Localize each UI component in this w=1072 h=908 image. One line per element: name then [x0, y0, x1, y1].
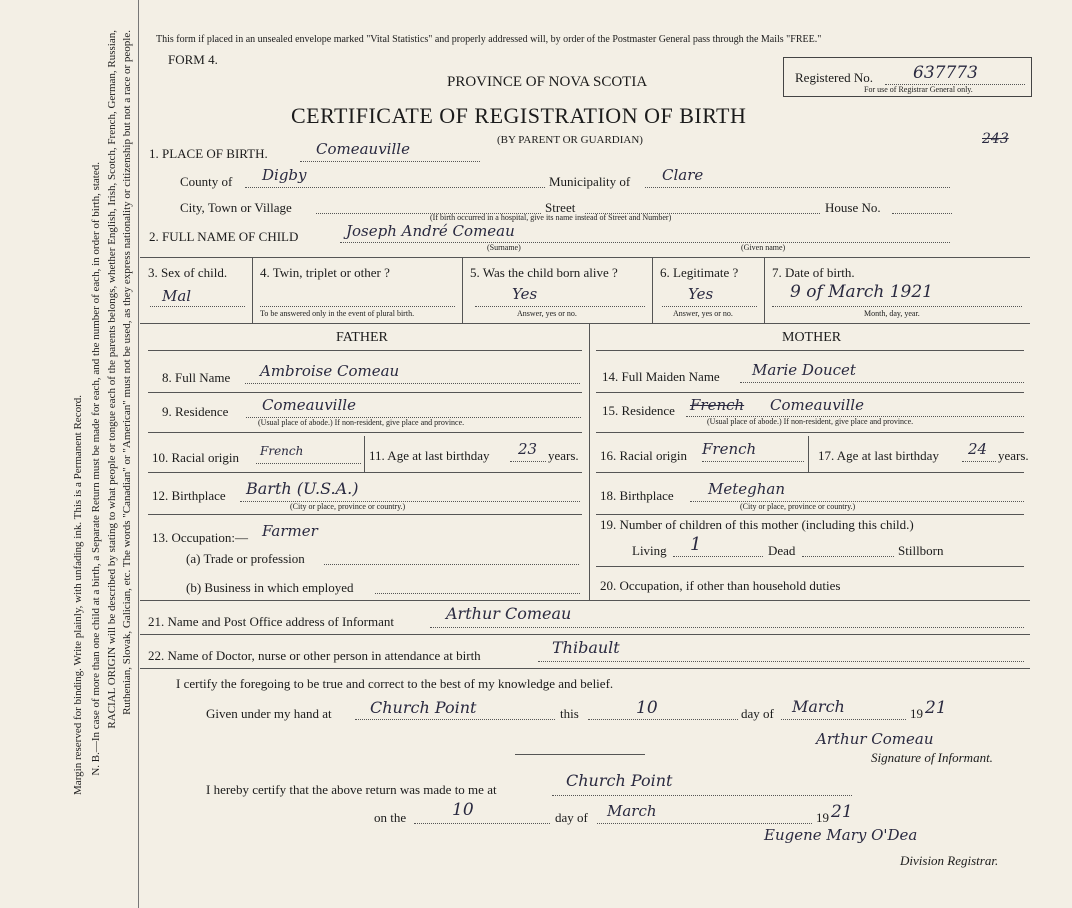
father-birthplace-label: 12. Birthplace: [152, 488, 226, 503]
dead-label: Dead: [768, 543, 796, 558]
municipality-value: Clare: [662, 166, 704, 184]
binding-margin: [0, 0, 139, 908]
child-name-label: 2. FULL NAME OF CHILD: [149, 229, 299, 244]
house-label: House No.: [825, 200, 881, 215]
mother-residence-label: 15. Residence: [602, 403, 675, 418]
father-birthplace-value: Barth (U.S.A.): [246, 479, 359, 498]
alive-value: Yes: [512, 285, 538, 303]
father-residence-label: 9. Residence: [162, 404, 229, 419]
birth-date-note: Month, day, year.: [864, 309, 920, 318]
sex-value: Mal: [162, 287, 192, 305]
surname-note: (Surname): [487, 243, 521, 252]
legitimate-label: 6. Legitimate ?: [660, 265, 739, 280]
father-racial-label: 10. Racial origin: [152, 450, 240, 465]
day-of-label: day of: [741, 706, 774, 721]
legitimate-note: Answer, yes or no.: [673, 309, 733, 318]
mother-years: years.: [998, 448, 1029, 463]
father-years: years.: [548, 448, 579, 463]
given-month-value: March: [792, 697, 845, 716]
return-year-prefix: 19: [816, 810, 829, 825]
province-title: PROVINCE OF NOVA SCOTIA: [447, 74, 648, 90]
county-label: County of: [180, 174, 233, 189]
margin-line-4: Ruthenian, Slovak, Galician, etc. The words "Canadian" or "American" must not be used, as they express nationality or citizenship but not a race or people.: [121, 30, 133, 715]
informant-signature: Arthur Comeau: [816, 730, 934, 748]
birth-date-label: 7. Date of birth.: [772, 265, 855, 280]
mother-name-value: Marie Doucet: [752, 361, 856, 379]
return-day-value: 10: [452, 800, 474, 820]
given-name-note: (Given name): [741, 243, 786, 252]
alive-note: Answer, yes or no.: [517, 309, 577, 318]
registered-number: 637773: [913, 63, 978, 83]
father-age-value: 23: [518, 440, 538, 458]
certify-statement: I certify the foregoing to be true and correct to the best of my knowledge and belief.: [176, 676, 614, 691]
certificate-title: CERTIFICATE OF REGISTRATION OF BIRTH: [291, 103, 747, 128]
place-of-birth-label: 1. PLACE OF BIRTH.: [149, 146, 268, 161]
registrar-signature: Eugene Mary O'Dea: [764, 826, 918, 844]
return-month-value: March: [607, 802, 657, 820]
form-number: FORM 4.: [168, 52, 218, 67]
given-day-value: 10: [636, 698, 658, 718]
father-racial-value: French: [260, 444, 304, 458]
father-birthplace-note: (City or place, province or country.): [290, 502, 406, 511]
given-year-suffix: 21: [925, 698, 947, 718]
father-heading: FATHER: [336, 330, 388, 345]
attendant-label: 22. Name of Doctor, nurse or other person in attendance at birth: [148, 648, 481, 663]
living-label: Living: [632, 543, 667, 558]
this-label: this: [560, 706, 579, 721]
mother-racial-value: French: [702, 440, 757, 458]
postal-notice: This form if placed in an unsealed envelope marked "Vital Statistics" and properly addressed will, by order of the Postmaster General pass through the Mails "FREE.": [156, 34, 822, 45]
city-label: City, Town or Village: [180, 200, 292, 215]
street-label: Street: [545, 200, 576, 215]
given-year-prefix: 19: [910, 706, 923, 721]
day-of-label-2: day of: [555, 810, 588, 825]
birth-date-value: 9 of March 1921: [790, 282, 933, 302]
margin-line-2: N. B.—In case of more than one child at a birth, a Separate Return must be made for each, and the number of each, in order of birth, stated.: [90, 162, 102, 776]
mother-age-label: 17. Age at last birthday: [818, 448, 939, 463]
twin-label: 4. Twin, triplet or other ?: [260, 265, 390, 280]
living-value: 1: [690, 534, 702, 555]
business-label: (b) Business in which employed: [186, 580, 354, 595]
mother-birthplace-value: Meteghan: [708, 480, 786, 498]
place-of-birth-value: Comeauville: [316, 140, 410, 158]
mother-birthplace-note: (City or place, province or country.): [740, 502, 856, 511]
registrar-note: For use of Registrar General only.: [864, 85, 973, 94]
certificate-subtitle: (BY PARENT OR GUARDIAN): [497, 134, 643, 146]
registrar-label: Division Registrar.: [900, 853, 999, 868]
corner-mark: 243: [982, 131, 1009, 147]
attendant-value: Thibault: [552, 638, 620, 657]
father-occupation-value: Farmer: [262, 522, 318, 540]
given-under-label: Given under my hand at: [206, 706, 332, 721]
margin-line-3: RACIAL ORIGIN will be described by stating to what people or tongue each of the parents belongs, whether English, Irish, Scotch, French, German, Russian,: [106, 30, 118, 729]
sex-label: 3. Sex of child.: [148, 265, 228, 280]
mother-residence-note: (Usual place of abode.) If non-resident, give place and province.: [707, 417, 914, 426]
mother-racial-label: 16. Racial origin: [600, 448, 688, 463]
mother-age-value: 24: [968, 440, 988, 458]
mother-occupation-label: 20. Occupation, if other than household duties: [600, 578, 841, 593]
children-count-label: 19. Number of children of this mother (including this child.): [600, 517, 914, 532]
child-name-value: Joseph André Comeau: [346, 222, 515, 240]
registered-label: Registered No.: [795, 70, 873, 85]
twin-note: To be answered only in the event of plural birth.: [260, 309, 415, 318]
father-age-label: 11. Age at last birthday: [369, 448, 490, 463]
return-place-value: Church Point: [566, 771, 673, 790]
hospital-note: (If birth occurred in a hospital, give its name instead of Street and Number): [430, 213, 672, 222]
return-made-label: I hereby certify that the above return was made to me at: [206, 782, 497, 797]
legitimate-value: Yes: [688, 285, 714, 303]
margin-line-1: Margin reserved for binding. Write plainly, with unfading ink. This is a Permanent Record.: [72, 395, 84, 795]
mother-residence-value: Comeauville: [770, 396, 864, 414]
municipality-label: Municipality of: [549, 174, 631, 189]
father-occupation-label: 13. Occupation:—: [152, 530, 249, 545]
return-year-suffix: 21: [831, 802, 853, 822]
mother-heading: MOTHER: [782, 330, 842, 345]
mother-birthplace-label: 18. Birthplace: [600, 488, 674, 503]
informant-value: Arthur Comeau: [446, 604, 572, 623]
given-place-value: Church Point: [370, 698, 477, 717]
county-value: Digby: [262, 166, 307, 184]
father-residence-value: Comeauville: [262, 396, 356, 414]
mother-name-label: 14. Full Maiden Name: [602, 369, 720, 384]
trade-label: (a) Trade or profession: [186, 551, 305, 566]
informant-label: 21. Name and Post Office address of Informant: [148, 614, 394, 629]
father-residence-note: (Usual place of abode.) If non-resident, give place and province.: [258, 418, 465, 427]
alive-label: 5. Was the child born alive ?: [470, 265, 618, 280]
mother-residence-struck: French: [690, 396, 745, 414]
on-the-label: on the: [374, 810, 407, 825]
father-name-label: 8. Full Name: [162, 370, 231, 385]
father-name-value: Ambroise Comeau: [260, 362, 400, 380]
informant-signature-label: Signature of Informant.: [871, 750, 993, 765]
stillborn-label: Stillborn: [898, 543, 944, 558]
